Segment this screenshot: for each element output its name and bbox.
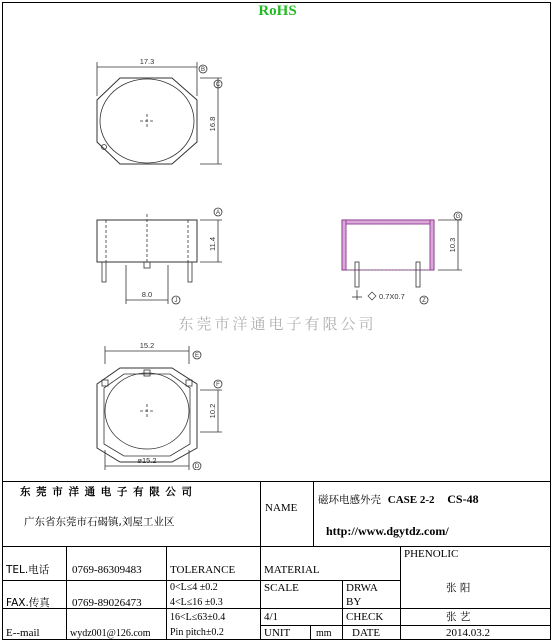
marker-z: Z <box>422 298 426 304</box>
tolerance-line-2: 4<L≤16 ±0.3 <box>170 597 223 608</box>
material-label: MATERIAL <box>264 564 320 576</box>
material-value: PHENOLIC <box>404 548 459 560</box>
tel-value: 0769-86309483 <box>72 564 142 576</box>
check-label: CHECK <box>346 611 384 623</box>
company-name: 东 莞 市 洋 通 电 子 有 限 公 司 <box>20 486 194 498</box>
date-label: DATE <box>352 627 381 639</box>
rohs-label: RoHS <box>258 3 297 19</box>
marker-g: G <box>455 214 461 220</box>
tolerance-line-4: Pin pitch±0.2 <box>170 627 224 638</box>
side-view <box>97 208 222 304</box>
dim-bottom-height: 10.2 <box>208 403 217 419</box>
tb-line-2 <box>2 546 551 547</box>
tb-vline-2 <box>166 546 167 640</box>
drawn-label-2: BY <box>346 596 362 608</box>
dim-pin-spacing: 8.0 <box>141 290 153 299</box>
dim-bottom-diameter: ø15.2 <box>137 456 157 465</box>
tb-vline-name-value <box>313 481 314 546</box>
email-value: wydz001@126.com <box>70 628 151 639</box>
date-value: 2014.03.2 <box>446 627 490 639</box>
case-label: CASE 2-2 <box>387 494 435 506</box>
marker-d: D <box>194 464 200 470</box>
tb-line-top <box>2 481 551 482</box>
scale-label: SCALE <box>264 582 299 594</box>
tb-vline-1 <box>66 546 67 640</box>
marker-a: A <box>215 210 221 216</box>
marker-b: B <box>200 67 206 73</box>
marker-j: J <box>174 298 178 304</box>
tolerance-line-1: 0<L≤4 ±0.2 <box>170 582 218 593</box>
fax-value: 0769-89026473 <box>72 597 142 609</box>
product-name-cn: 磁环电感外壳 <box>318 494 381 506</box>
marker-c: C <box>215 82 221 88</box>
product-name-line <box>318 493 479 507</box>
tb-vline-3 <box>342 580 343 640</box>
check-value: 张 艺 <box>446 611 471 623</box>
dim-side-height: 11.4 <box>208 236 217 252</box>
company-watermark: 东莞市洋通电子有限公司 <box>178 315 377 333</box>
dim-bottom-width: 15.2 <box>139 341 155 350</box>
dim-section-height: 10.3 <box>448 237 457 253</box>
name-label: NAME <box>265 502 298 514</box>
tel-label: TEL.电话 <box>6 564 50 576</box>
drawn-label-1: DRWA <box>346 582 378 594</box>
scale-value: 4/1 <box>264 611 279 623</box>
marker-f: F <box>216 382 220 388</box>
tolerance-label: TOLERANCE <box>170 564 236 576</box>
unit-label: UNIT <box>264 627 291 639</box>
top-view <box>97 62 222 164</box>
company-address: 广东省东莞市石碣镇,刘屋工业区 <box>24 516 175 528</box>
website-url: http://www.dgytdz.com/ <box>326 524 449 538</box>
model-number: CS-48 <box>447 492 479 506</box>
marker-e: E <box>194 353 200 359</box>
dim-top-height: 16.8 <box>208 116 217 132</box>
tb-vline-unit <box>310 625 311 640</box>
unit-value: mm <box>316 628 332 639</box>
tb-vline-4 <box>400 546 401 640</box>
tolerance-line-3: 16<L≤63±0.4 <box>170 612 226 623</box>
drawn-by-value: 张 阳 <box>446 582 471 594</box>
dim-top-width: 17.3 <box>139 57 155 66</box>
tb-vline-name <box>260 481 261 640</box>
section-view <box>342 212 462 304</box>
dim-pin-size: 0.7X0.7 <box>379 292 405 301</box>
tb-line-5 <box>260 625 551 626</box>
bottom-view <box>97 346 222 470</box>
email-label: E--mail <box>6 627 40 639</box>
fax-label: FAX.传真 <box>6 597 50 609</box>
